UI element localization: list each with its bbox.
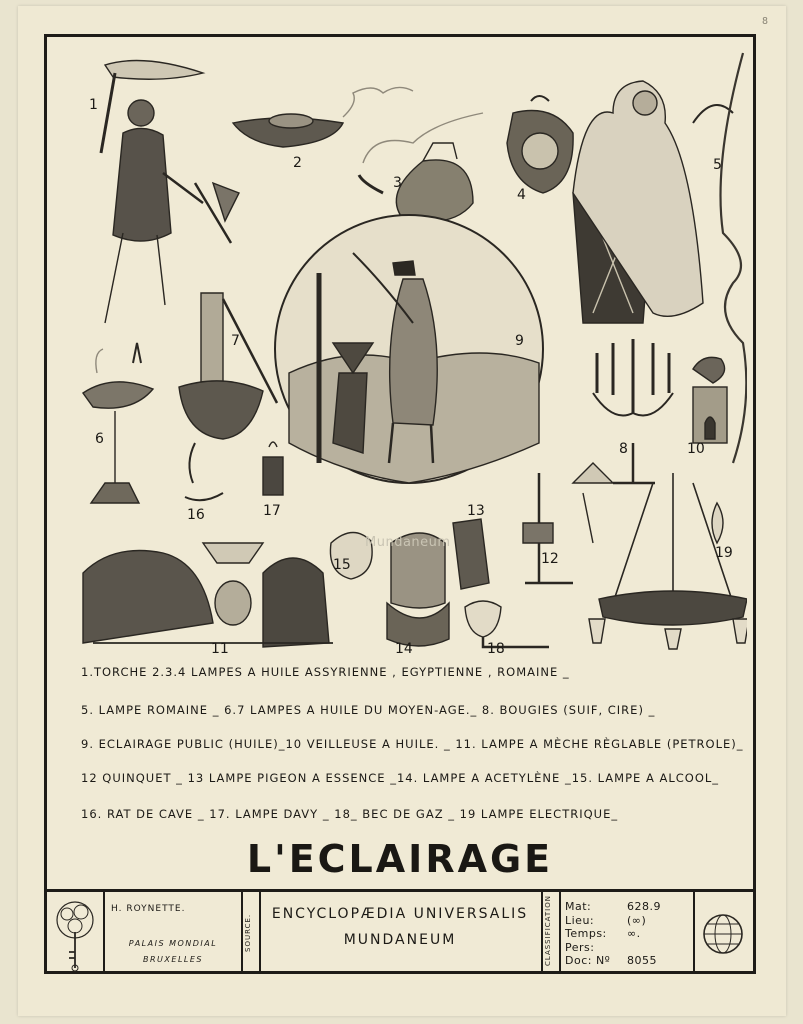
figure-label-13: 13 xyxy=(467,503,485,519)
figure-label-18: 18 xyxy=(487,641,505,657)
encyclopedia-cell xyxy=(259,892,543,974)
figure-label-9: 9 xyxy=(515,333,524,349)
figure-label-8: 8 xyxy=(619,441,628,457)
electric-chandelier xyxy=(589,473,747,649)
meta-row-time: Temps: ∞. xyxy=(565,927,641,940)
globe-icon xyxy=(693,892,753,974)
medieval-hanging-lamp xyxy=(179,293,277,439)
author-name: H. ROYNETTE. xyxy=(111,904,186,914)
public-lighting-circle xyxy=(275,215,543,483)
meta-row-material: Mat: 628.9 xyxy=(565,900,661,913)
watermark-text: Mundaneum xyxy=(365,535,451,550)
figure-label-1: 1 xyxy=(89,97,98,113)
meta-row-persons: Pers: xyxy=(565,940,595,954)
page-number: 8 xyxy=(761,16,768,27)
author-cell xyxy=(103,892,243,974)
poster-frame xyxy=(44,34,756,974)
footer-table xyxy=(47,889,753,974)
figure-label-14: 14 xyxy=(395,641,413,657)
mundaneum-name: MUNDANEUM xyxy=(343,932,457,948)
classification-label: CLASSIFICATION xyxy=(544,895,552,966)
encyclopedia-name: ENCYCLOPÆDIA UNIVERSALIS xyxy=(271,906,529,922)
poster-title: L'ECLAIRAGE xyxy=(246,837,554,881)
figure-label-17: 17 xyxy=(263,503,281,519)
caption-line-5: 16. RAT DE CAVE _ 17. LAMPE DAVY _ 18_ BEC DE GAZ _ 19 LAMPE ELECTRIQUE_ xyxy=(81,807,619,821)
caption-line-2: 5. LAMPE ROMAINE _ 6.7 LAMPES A HUILE DU MOYEN-AGE._ 8. BOUGIES (SUIF, CIRE) _ xyxy=(81,703,656,717)
torch-figure xyxy=(101,61,239,324)
figure-label-4: 4 xyxy=(517,187,526,203)
source-label: SOURCE. xyxy=(244,913,252,953)
classification-cell xyxy=(559,892,695,974)
candelabra xyxy=(593,339,673,483)
figure-label-3: 3 xyxy=(393,175,402,191)
tree-logo-cell xyxy=(47,892,105,974)
argand-lamp xyxy=(523,463,613,583)
figure-label-15: 15 xyxy=(333,557,351,573)
document-sheet xyxy=(18,6,786,1016)
lighting-history-illustrations xyxy=(53,43,747,655)
figure-label-6: 6 xyxy=(95,431,104,447)
classification-meta xyxy=(565,900,689,968)
roman-lamp xyxy=(507,96,573,193)
night-light xyxy=(693,357,727,443)
globe-cell xyxy=(693,892,753,974)
gas-burner xyxy=(465,601,549,647)
source-label-cell xyxy=(241,892,261,974)
place-line-2: BRUXELLES xyxy=(143,955,203,964)
reading-family xyxy=(83,543,333,647)
tree-key-logo xyxy=(47,892,103,974)
figure-label-7: 7 xyxy=(231,333,240,349)
figure-label-10: 10 xyxy=(687,441,705,457)
figure-label-19: 19 xyxy=(715,545,733,561)
figure-label-16: 16 xyxy=(187,507,205,523)
medieval-oil-lamp-stand xyxy=(83,343,153,503)
assyrian-lamp xyxy=(233,87,413,147)
meta-row-document: Doc: Nº 8055 xyxy=(565,954,657,967)
figure-label-2: 2 xyxy=(293,155,302,171)
caption-line-4: 12 QUINQUET _ 13 LAMPE PIGEON A ESSENCE _14. LAMPE A ACETYLÈNE _15. LAMPE A ALCOOL_ xyxy=(81,771,720,785)
caption-line-3: 9. ECLAIRAGE PUBLIC (HUILE)_10 VEILLEUSE A HUILE. _ 11. LAMPE A MÈCHE RÈGLABLE (PETROLE)_ xyxy=(81,737,744,751)
figure-label-11: 11 xyxy=(211,641,229,657)
figure-label-12: 12 xyxy=(541,551,559,567)
cellar-candle xyxy=(185,443,223,500)
meta-row-place: Lieu: (∞) xyxy=(565,913,647,927)
caption-line-1: 1.TORCHE 2.3.4 LAMPES A HUILE ASSYRIENNE , EGYPTIENNE , ROMAINE _ xyxy=(81,665,570,679)
davy-lamp xyxy=(263,442,283,495)
pigeon-lamp xyxy=(453,519,489,589)
figure-label-5: 5 xyxy=(713,157,722,173)
egyptian-lamp xyxy=(359,113,483,222)
place-line-1: PALAIS MONDIAL xyxy=(128,939,218,948)
illustration-area xyxy=(53,43,747,655)
author-place xyxy=(111,936,235,968)
classification-label-cell xyxy=(541,892,561,974)
